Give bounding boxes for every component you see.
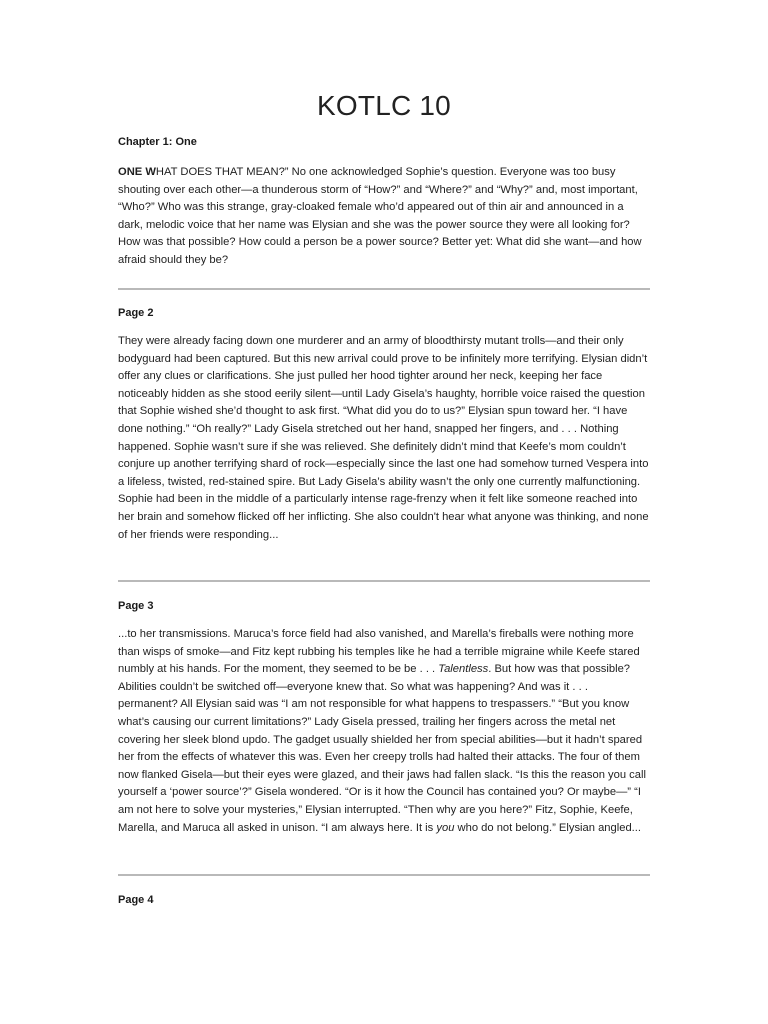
page-4-section <box>118 893 650 907</box>
chapter-1-section <box>118 135 650 270</box>
chapter-1-heading: Chapter 1: One <box>118 136 197 148</box>
section-divider <box>118 580 650 582</box>
page-3-heading: Page 3 <box>118 600 154 612</box>
page-3-italic-you: you <box>436 821 455 834</box>
page-2-heading: Page 2 <box>118 307 154 319</box>
chapter-1-lead-in: ONE W <box>118 166 156 178</box>
page-2-section <box>118 306 650 544</box>
page-3-text-c: who do not belong.” Elysian angled... <box>454 821 642 834</box>
document-title: KOTLC 10 <box>317 90 451 121</box>
page-3-italic-talentless: Talentless <box>438 663 489 676</box>
page-3-text-a: ...to her transmissions. Maruca’s force field had also vanished, and Marella’s fireballs were nothing more than wisps of smoke—and Fitz kept rubbing his temples like he had a terrible migraine while Keefe stared numbly at his hands. For the moment, they seemed to be be . . . <box>118 628 640 676</box>
page-3-section <box>118 599 650 837</box>
section-divider <box>118 288 650 290</box>
chapter-1-text: HAT DOES THAT MEAN?” No one acknowledged Sophie’s question. Everyone was too busy shouting over each other—a thunderous storm of “How?” and “Where?” and “Why?” and, most important, “Who?” Who was this strange, gray-cloaked female who’d appeared out of thin air and announced in a dark, melodic voice that her name was Elysian and she was the power source they were all looking for? How was that possible? How could a person be a power source? Better yet: What did she want—and how afraid should they be? <box>118 166 642 266</box>
page-2-paragraph: They were already facing down one murderer and an army of bloodthirsty mutant trolls—and their only bodyguard had been captured. But this new arrival could prove to be infinitely more terrifying. Elysian didn’t offer any clues or clarifications. She just pulled her hood tighter around her neck, keeping her face noticeably hidden as she stood eerily silent—until Lady Gisela’s haughty, horrible voice raised the question that Sophie wished she’d thought to ask first. “What did you do to us?” Elysian spun toward her. “I have done nothing.” “Oh really?” Lady Gisela stretched out her hand, snapped her fingers, and . . . Nothing happened. Sophie wasn’t sure if she was relieved. She definitely didn’t mind that Keefe’s mom couldn’t conjure up another terrifying shard of rock—especially since the last one had somehow turned Vespera into a lifeless, twisted, red-stained spire. But Lady Gisela’s ability wasn’t the only one currently malfunctioning. Sophie had been in the middle of a particularly intense rage-frenzy when it felt like someone reached into her brain and somehow flicked off her inflicting. She also couldn't hear what anyone was thinking, and none of her friends were responding... <box>118 335 649 541</box>
page-4-heading: Page 4 <box>118 894 154 906</box>
page-3-paragraph <box>118 626 650 837</box>
chapter-1-paragraph <box>118 164 650 270</box>
section-divider <box>118 874 650 876</box>
page-3-text-b: . But how was that possible? Abilities couldn’t be switched off—everyone knew that. So what was happening? And was it . . . permanent? All Elysian said was “I am not responsible for what happens to trespassers.” “But you know what’s causing our current limitations?” Lady Gisela pressed, trailing her fingers across the metal net covering her sleek blond updo. The gadget usually shielded her from special abilities—but it hadn’t spared her from the effects of whatever this was. Even her creepy trolls had halted their attacks. The four of them now flanked Gisela—but their eyes were glazed, and their jaws had fallen slack. “Is this the reason you call yourself a ‘power source’?” Gisela wondered. “Or is it how the Council has contained you? Or maybe—” “I am not here to solve your mysteries,” Elysian interrupted. “Then why are you here?” Fitz, Sophie, Keefe, Marella, and Maruca all asked in unison. “I am always here. It is <box>118 663 646 834</box>
